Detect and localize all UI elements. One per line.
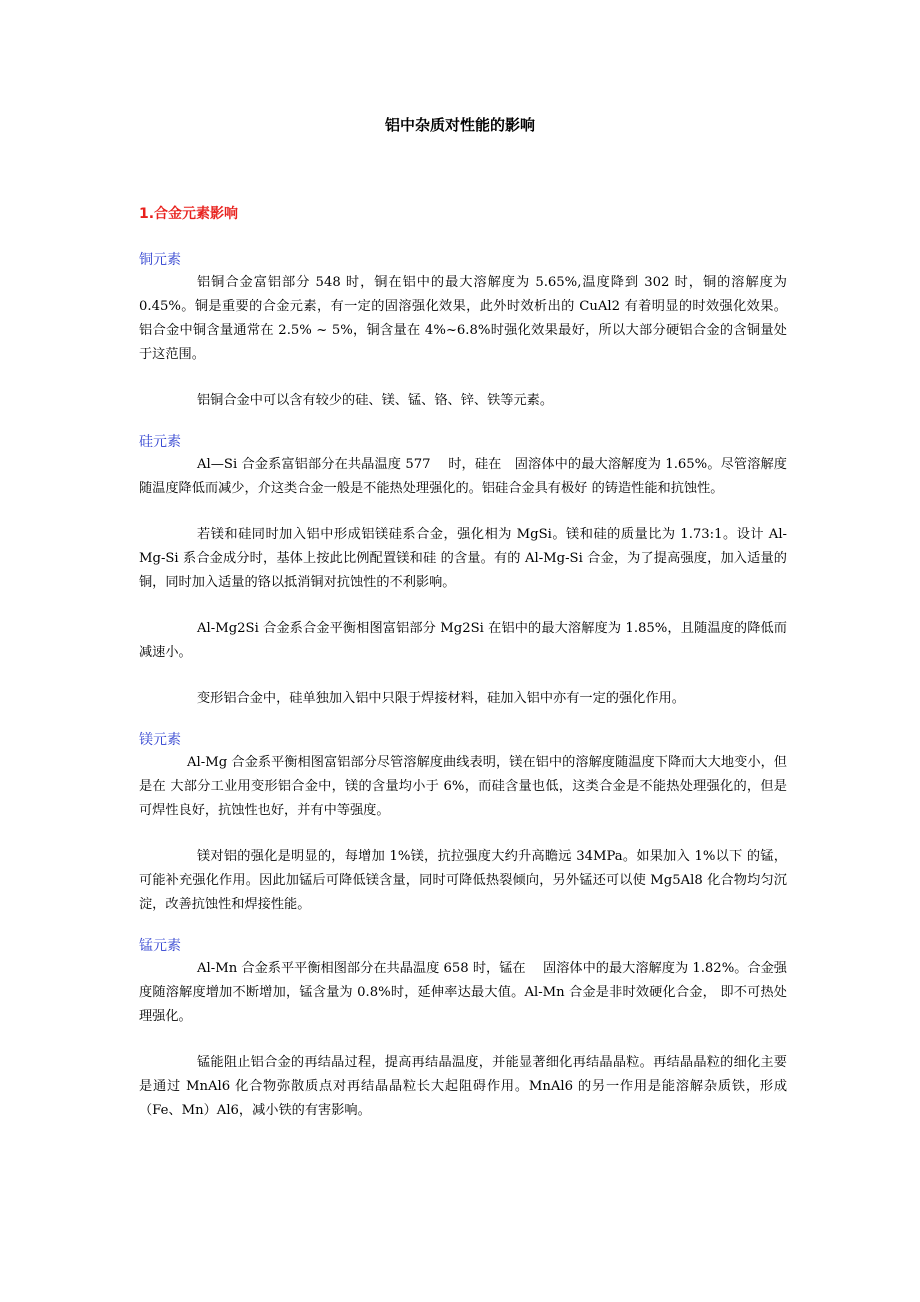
page-title: 铝中杂质对性能的影响 (384, 116, 535, 134)
manganese-paragraph-2: 锰能阻止铝合金的再结晶过程，提高再结晶温度，并能显著细化再结晶晶粒。再结晶晶粒的细化主要是通过 MnAl6 化合物弥散质点对再结晶晶粒长大起阻碍作用。MnAl6 的另一作用是能溶解杂质铁，形成（Fe、Mn）Al6，减小铁的有害影响。 (139, 1055, 787, 1118)
copper-paragraph-1: 铝铜合金富铝部分 548 时，铜在铝中的最大溶解度为 5.65%,温度降到 302 时，铜的溶解度为 0.45%。铜是重要的合金元素，有一定的固溶强化效果，此外时效析出的 CuAl2 有着明显的时效强化效果。 铝合金中铜含量通常在 2.5% ~ 5%，铜含量在 4%~6.8%时强化效果最好，所以大部分硬铝合金的含铜量处于这范围。 (139, 275, 787, 362)
section-heading: 1.合金元素影响 (139, 206, 239, 222)
copper-heading: 铜元素 (139, 252, 181, 268)
silicon-paragraph-1: Al—Si 合金系富铝部分在共晶温度 577 时，硅在 固溶体中的最大溶解度为 1.65%。尽管溶解度随温度降低而减少，介这类合金一般是不能热处理强化的。铝硅合金具有极好 的铸造性能和抗蚀性。 (139, 457, 787, 496)
magnesium-paragraph-1: Al-Mg 合金系平衡相图富铝部分尽管溶解度曲线表明，镁在铝中的溶解度随温度下降而大大地变小，但是在 大部分工业用变形铝合金中，镁的含量均小于 6%，而硅含量也低，这类合金是不能热处理强化的，但是可焊性良好，抗蚀性也好，并有中等强度。 (139, 755, 787, 818)
manganese-heading: 锰元素 (139, 938, 181, 954)
copper-paragraph-2: 铝铜合金中可以含有较少的硅、镁、锰、铬、锌、铁等元素。 (197, 393, 554, 408)
silicon-paragraph-4: 变形铝合金中，硅单独加入铝中只限于焊接材料，硅加入铝中亦有一定的强化作用。 (197, 691, 685, 706)
magnesium-paragraph-2: 镁对铝的强化是明显的，每增加 1%镁，抗拉强度大约升高瞻远 34MPa。如果加入 1%以下 的锰，可能补充强化作用。因此加锰后可降低镁含量，同时可降低热裂倾向，另外锰还可以使 Mg5Al8 化合物均匀沉淀，改善抗蚀性和焊接性能。 (139, 849, 787, 912)
document-body (139, 249, 787, 1123)
magnesium-heading: 镁元素 (139, 732, 181, 748)
silicon-paragraph-2: 若镁和硅同时加入铝中形成铝镁硅系合金，强化相为 MgSi。镁和硅的质量比为 1.73:1。设计 Al-Mg-Si 系合金成分时，基体上按此比例配置镁和硅 的含量。有的 Al-Mg-Si 合金，为了提高强度，加入适量的铜，同时加入适量的铬以抵消铜对抗蚀性的不利影响。 (139, 527, 787, 590)
silicon-heading: 硅元素 (139, 434, 181, 450)
silicon-paragraph-3: Al-Mg2Si 合金系合金平衡相图富铝部分 Mg2Si 在铝中的最大溶解度为 1.85%，且随温度的降低而减速小。 (139, 621, 787, 660)
manganese-paragraph-1: Al-Mn 合金系平平衡相图部分在共晶温度 658 时，锰在 固溶体中的最大溶解度为 1.82%。合金强度随溶解度增加不断增加，锰含量为 0.8%时，延伸率达最大值。Al-Mn 合金是非时效硬化合金， 即不可热处理强化。 (139, 961, 787, 1024)
